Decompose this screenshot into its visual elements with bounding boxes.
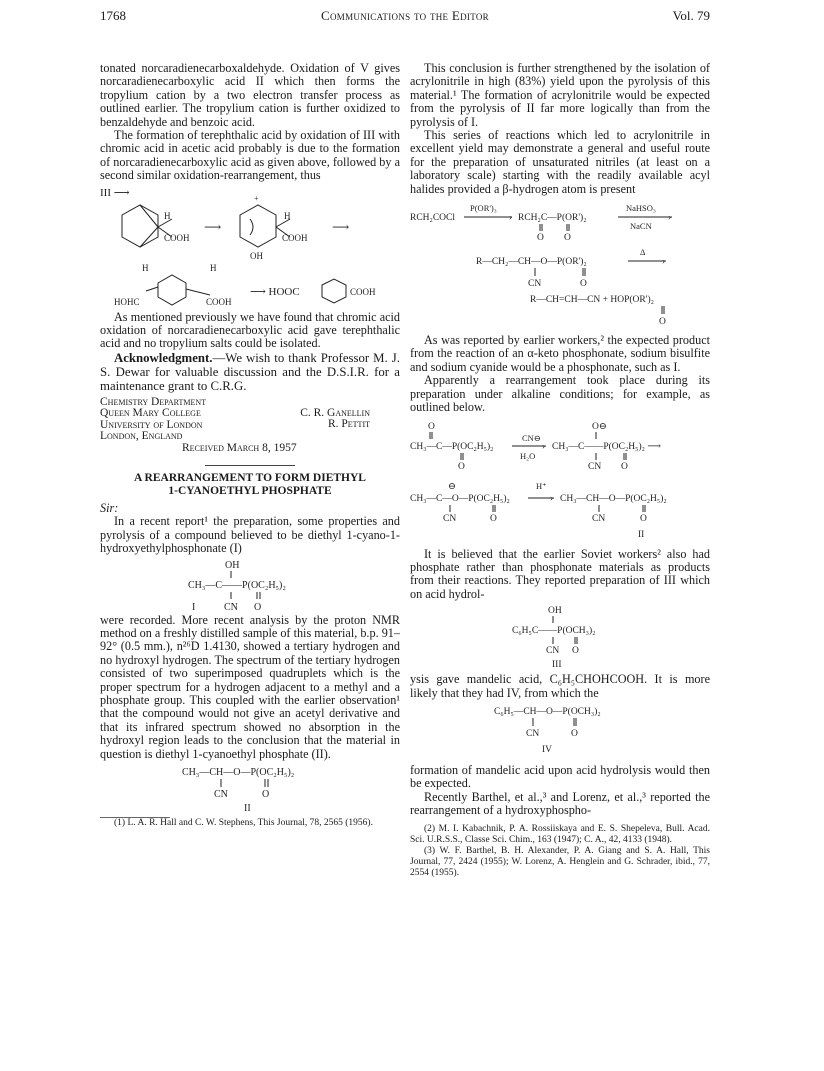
svg-text:O: O xyxy=(571,728,578,739)
address-line: Chemistry Department xyxy=(100,395,207,408)
footnote: (2) M. I. Kabachnik, P. A. Rossiiskaya and E. S. Shepeleva, Bull. Acad. Sci. U.R.S.S., Classe Sci. Chim., 163 (1947); C. A., 42, 4133 (1948). xyxy=(410,823,710,845)
svg-text:CH₃—CH—O—P(OC₂H₅)₂: CH₃—CH—O—P(OC₂H₅)₂ xyxy=(560,493,667,504)
svg-text:NaHSO₃: NaHSO₃ xyxy=(626,203,656,214)
acknowledgment-heading: Acknowledgment. xyxy=(114,350,213,365)
svg-text:CH₃—C—P(OC₂H₅)₂: CH₃—C—P(OC₂H₅)₂ xyxy=(410,441,494,452)
svg-text:CN: CN xyxy=(443,513,457,524)
running-title: Communications to the Editor xyxy=(321,8,489,23)
paragraph: This conclusion is further strengthened by the isolation of acrylonitrile in high (83%) yield upon the pyrolysis of this material.¹ The formation of acrylonitrile would be expected from the pyrolysis of II far more logically than from the pyrolysis of I. xyxy=(410,61,710,129)
footnotes xyxy=(410,824,710,879)
svg-text:R—CH=CH—CN + HOP(OR')₂: R—CH=CH—CN + HOP(OR')₂ xyxy=(530,295,654,306)
author-name: R. Pettit xyxy=(327,417,370,430)
svg-text:CN: CN xyxy=(528,279,542,290)
svg-text:CH₃—C——P(OC₂H₅)₂: CH₃—C——P(OC₂H₅)₂ xyxy=(188,579,286,591)
svg-text:RCH₂COCl: RCH₂COCl xyxy=(410,213,456,224)
scheme-norcaradiene xyxy=(100,187,400,307)
structure-IV xyxy=(410,702,710,764)
paragraph: It is believed that the earlier Soviet workers² also had phosphate rather than phosphonate materials as products from their reactions. They reported preparation of III which on acid hydrol- xyxy=(410,546,710,601)
page-number: 1768 xyxy=(100,8,126,23)
svg-text:OH: OH xyxy=(225,559,240,571)
svg-text:III: III xyxy=(552,660,562,671)
svg-text:OH: OH xyxy=(250,250,263,261)
svg-text:O: O xyxy=(458,461,465,472)
paragraph: ysis gave mandelic acid, C₆H₅CHOHCOOH. It is more likely that they had IV, from which the xyxy=(410,672,710,700)
scheme-rearrangement xyxy=(410,419,710,544)
footnote: (3) W. F. Barthel, B. H. Alexander, P. A. Giang and S. A. Hall, This Journal, 77, 2424 (1955); W. Lorenz, A. Henglein and G. Schrader, ibid., 77, 2554 (1955). xyxy=(410,845,710,878)
svg-text:›: › xyxy=(542,441,546,452)
svg-text:O: O xyxy=(254,601,262,613)
svg-text:CN: CN xyxy=(546,646,560,657)
left-column xyxy=(100,62,400,829)
svg-text:CN: CN xyxy=(588,461,602,472)
svg-text:O⊖: O⊖ xyxy=(592,421,607,432)
svg-text:H: H xyxy=(210,262,217,273)
svg-text:O: O xyxy=(621,461,628,472)
svg-text:IV: IV xyxy=(542,744,553,755)
svg-text:H⁺: H⁺ xyxy=(536,480,547,491)
svg-text:CH₃—C——P(OC₂H₅)₂ ⟶: CH₃—C——P(OC₂H₅)₂ ⟶ xyxy=(552,441,661,452)
article-title-line: A REARRANGEMENT TO FORM DIETHYL xyxy=(134,471,366,484)
svg-text:+: + xyxy=(254,193,259,203)
address-line: Queen Mary College xyxy=(100,407,201,420)
svg-text:CN: CN xyxy=(526,728,540,739)
svg-text:O: O xyxy=(659,317,666,328)
svg-text:CN: CN xyxy=(214,788,228,800)
svg-text:CN: CN xyxy=(224,601,238,613)
svg-text:COOH: COOH xyxy=(350,286,376,297)
svg-text:›: › xyxy=(662,257,666,268)
svg-text:⟶ HOOC: ⟶ HOOC xyxy=(250,285,300,298)
svg-text:NaCN: NaCN xyxy=(630,221,652,232)
svg-text:O: O xyxy=(262,788,270,800)
received-date: Received March 8, 1957 xyxy=(182,441,297,454)
svg-text:H₂O: H₂O xyxy=(520,450,536,461)
paragraph: In a recent report¹ the preparation, some properties and pyrolysis of a compound believed to be diethyl 1-cyano-1-hydroxyethylphosphonate (I) xyxy=(100,514,400,556)
paragraph: Apparently a rearrangement took place during its preparation under alkaline conditions; for example, as outlined below. xyxy=(410,373,710,415)
paragraph: As mentioned previously we have found that chromic acid oxidation of norcaradienecarboxylic acid gave terephthalic acid and no tropylium salts could be isolated. xyxy=(100,309,400,351)
svg-text:O: O xyxy=(564,233,571,244)
svg-text:H: H xyxy=(164,210,171,221)
svg-text:CN: CN xyxy=(592,513,606,524)
svg-text:⟶: ⟶ xyxy=(204,219,222,234)
svg-text:O: O xyxy=(640,513,647,524)
address-line: London, England xyxy=(100,430,183,443)
affiliation-block xyxy=(100,397,400,455)
salutation: Sir: xyxy=(100,500,119,515)
svg-text:›: › xyxy=(668,213,672,224)
article-title-line: 1-CYANOETHYL PHOSPHATE xyxy=(168,484,332,497)
volume-label: Vol. 79 xyxy=(672,8,710,23)
svg-text:CH₃—CH—O—P(OC₂H₅)₂: CH₃—CH—O—P(OC₂H₅)₂ xyxy=(182,766,295,778)
paragraph: formation of mandelic acid upon acid hydrolysis would then be expected. xyxy=(410,762,710,791)
svg-text:C₆H₅C——P(OCH₃)₂: C₆H₅C——P(OCH₃)₂ xyxy=(512,626,596,637)
acknowledgment xyxy=(100,351,400,393)
svg-text:O: O xyxy=(572,646,579,657)
svg-text:I: I xyxy=(192,601,196,613)
svg-text:O: O xyxy=(537,233,544,244)
structure-II xyxy=(100,763,400,813)
svg-text:H: H xyxy=(284,210,291,221)
svg-text:›: › xyxy=(550,493,554,504)
right-column xyxy=(410,62,710,879)
svg-text:II: II xyxy=(244,802,251,813)
page-header xyxy=(100,6,710,26)
svg-text:HOHC: HOHC xyxy=(114,296,140,307)
paragraph: were recorded. More recent analysis by the proton NMR method on a freshly distilled sample of this material, b.p. 91–92° (0.5 mm.), n²⁶D 1.4130, showed a tertiary hydrogen and no hydroxyl hydrogen. The spectrum of the tertiary hydrogen consisted of two superimposed quadruplets which is the proper spectrum for a hydrogen adjacent to a methyl and a phosphate group. This coupled with the earlier observation¹ that the compound would not give an acetyl derivative and that its infrared spectrum showed no absorption in the hydroxyl region leads to the conclusion that the material in question is diethyl 1-cyanoethyl phosphate (II). xyxy=(100,612,400,761)
paragraph: tonated norcaradienecarboxaldehyde. Oxidation of V gives norcaradienecarboxylic acid II which then forms the tropylium cation by a two electron transfer process as outlined earlier. The tropylium cation is further oxidized to benzaldehyde and benzoic acid. xyxy=(100,61,400,129)
svg-text:Δ: Δ xyxy=(640,247,646,258)
svg-text:›: › xyxy=(509,213,513,224)
acknowledgment-text: —We wish to thank Professor M. J. S. Dewar for valuable discussion and the D.S.I.R. for a maintenance grant to C.R.G. xyxy=(100,350,400,393)
svg-text:II: II xyxy=(638,529,645,540)
svg-text:COOH: COOH xyxy=(282,232,308,243)
svg-text:O: O xyxy=(428,421,435,432)
svg-text:C₆H₅—CH—O—P(OCH₃)₂: C₆H₅—CH—O—P(OCH₃)₂ xyxy=(494,706,601,717)
svg-text:RCH₂C—P(OR')₂: RCH₂C—P(OR')₂ xyxy=(518,213,587,224)
svg-text:OH: OH xyxy=(548,606,562,617)
svg-text:H: H xyxy=(142,262,149,273)
svg-text:COOH: COOH xyxy=(206,296,232,307)
svg-text:P(OR')₃: P(OR')₃ xyxy=(470,203,497,214)
svg-text:CH₃—C—O—P(OC₂H₅)₂: CH₃—C—O—P(OC₂H₅)₂ xyxy=(410,493,510,504)
footnote: (1) L. A. R. Hall and C. W. Stephens, This Journal, 78, 2565 (1956). xyxy=(114,817,373,828)
svg-text:CN⊖: CN⊖ xyxy=(522,432,541,443)
author-name: C. R. Ganellin xyxy=(300,406,370,419)
scheme-label: III ⟶ xyxy=(100,186,130,199)
svg-text:⟶: ⟶ xyxy=(332,219,350,234)
svg-text:R—CH₂—CH—O—P(OR')₂: R—CH₂—CH—O—P(OR')₂ xyxy=(476,257,587,268)
address-line: University of London xyxy=(100,418,203,431)
svg-text:⊖: ⊖ xyxy=(448,481,456,492)
paragraph: Recently Barthel, et al.,³ and Lorenz, et al.,³ reported the rearrangement of a hydroxyphospho- xyxy=(410,789,710,818)
reaction-scheme-drawing xyxy=(100,187,400,307)
structure-III xyxy=(410,603,710,673)
svg-text:COOH: COOH xyxy=(164,232,190,243)
svg-text:O: O xyxy=(490,513,497,524)
paragraph: This series of reactions which led to acrylonitrile in excellent yield may demonstrate a general and useful route for the preparation of unsaturated nitriles (at least on a laboratory scale) starting with the readily available acyl halides provided a β-hydrogen atom is present xyxy=(410,128,710,196)
section-divider xyxy=(205,465,295,466)
structure-I xyxy=(100,558,400,614)
paragraph: As was reported by earlier workers,² the expected product from the reaction of an α-keto phosphonate, sodium bisulfite and sodium cyanide would be a phosphonate, such as I. xyxy=(410,333,710,374)
svg-text:O: O xyxy=(580,279,587,290)
paragraph: The formation of terephthalic acid by oxidation of III with chromic acid in acetic acid probably is due to the formation of norcaradienecarboxylic acid as given above, followed by a second similar oxidation-rearrangement, thus xyxy=(100,128,400,183)
scheme-acyl-halide xyxy=(410,200,710,330)
